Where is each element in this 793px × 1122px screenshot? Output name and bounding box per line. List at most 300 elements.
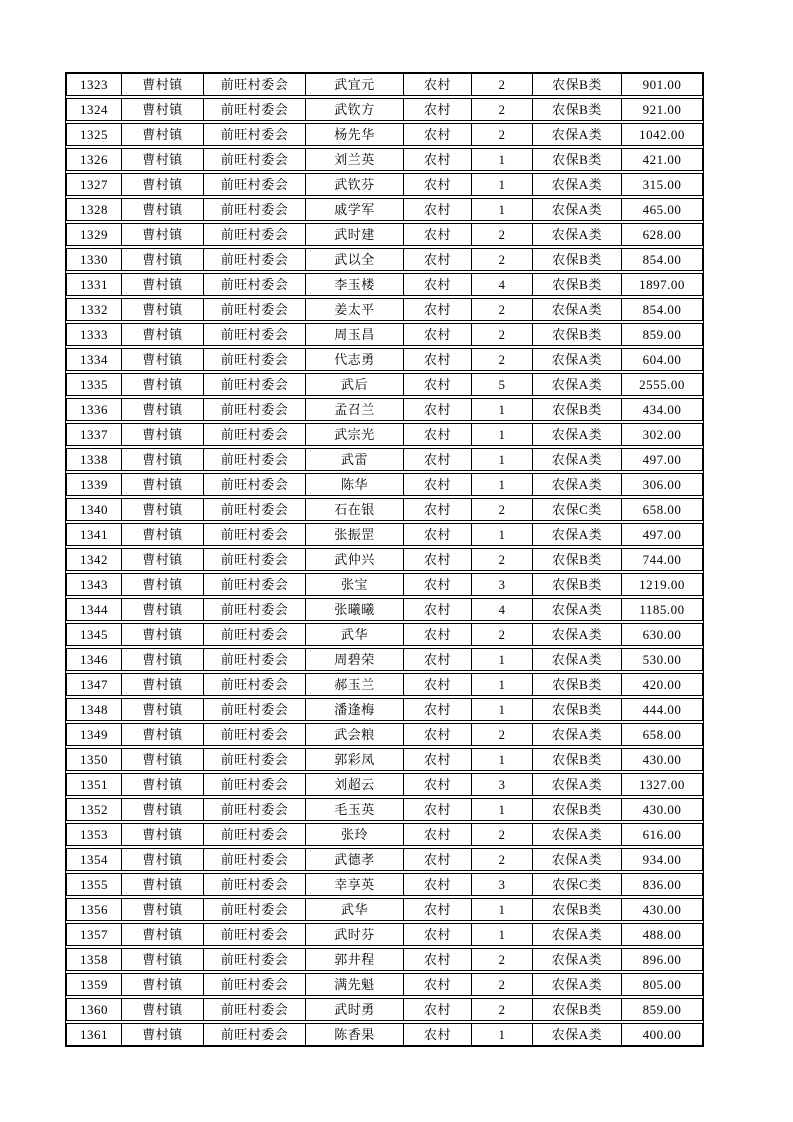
cell-amount: 430.00 <box>621 799 702 820</box>
table-row <box>66 573 703 596</box>
cell-amount: 530.00 <box>621 649 702 670</box>
cell-residence: 农村 <box>403 524 471 545</box>
cell-residence: 农村 <box>403 274 471 295</box>
cell-serial: 1347 <box>80 677 108 692</box>
cell-category: 农保B类 <box>532 274 621 295</box>
cell-name: 郝玉兰 <box>305 674 403 695</box>
cell-serial: 1358 <box>80 952 108 967</box>
cell-serial: 1353 <box>80 827 108 842</box>
cell-amount: 465.00 <box>621 199 702 220</box>
cell-residence: 农村 <box>403 674 471 695</box>
cell-category: 农保A类 <box>532 949 621 970</box>
cell-count: 1 <box>471 399 532 420</box>
cell-town: 曹村镇 <box>121 824 203 845</box>
cell-name: 郭井程 <box>305 949 403 970</box>
cell-town: 曹村镇 <box>121 274 203 295</box>
cell-count: 1 <box>471 524 532 545</box>
cell-residence: 农村 <box>403 474 471 495</box>
cell-residence: 农村 <box>403 624 471 645</box>
table-row <box>66 1023 703 1046</box>
cell-serial: 1333 <box>80 327 108 342</box>
table-row <box>66 173 703 196</box>
cell-serial: 1336 <box>80 402 108 417</box>
cell-committee: 前旺村委会 <box>203 174 305 195</box>
cell-category: 农保A类 <box>532 599 621 620</box>
cell-category: 农保A类 <box>532 624 621 645</box>
cell-committee: 前旺村委会 <box>203 124 305 145</box>
cell-serial: 1326 <box>80 152 108 167</box>
cell-residence: 农村 <box>403 499 471 520</box>
cell-committee: 前旺村委会 <box>203 699 305 720</box>
cell-amount: 1042.00 <box>621 124 702 145</box>
cell-amount: 1897.00 <box>621 274 702 295</box>
table-row <box>66 223 703 246</box>
cell-serial: 1349 <box>80 727 108 742</box>
cell-name: 刘超云 <box>305 774 403 795</box>
cell-amount: 497.00 <box>621 449 702 470</box>
table-row <box>66 748 703 771</box>
cell-town: 曹村镇 <box>121 374 203 395</box>
cell-amount: 434.00 <box>621 399 702 420</box>
cell-committee: 前旺村委会 <box>203 649 305 670</box>
cell-residence: 农村 <box>403 549 471 570</box>
cell-town: 曹村镇 <box>121 749 203 770</box>
cell-amount: 628.00 <box>621 224 702 245</box>
cell-town: 曹村镇 <box>121 549 203 570</box>
cell-name: 姜太平 <box>305 299 403 320</box>
cell-amount: 658.00 <box>621 499 702 520</box>
cell-amount: 604.00 <box>621 349 702 370</box>
cell-residence: 农村 <box>403 424 471 445</box>
cell-residence: 农村 <box>403 174 471 195</box>
cell-town: 曹村镇 <box>121 349 203 370</box>
cell-serial: 1340 <box>80 502 108 517</box>
table-row <box>66 423 703 446</box>
cell-count: 1 <box>471 899 532 920</box>
cell-committee: 前旺村委会 <box>203 949 305 970</box>
cell-town: 曹村镇 <box>121 849 203 870</box>
cell-town: 曹村镇 <box>121 699 203 720</box>
cell-committee: 前旺村委会 <box>203 749 305 770</box>
cell-residence: 农村 <box>403 874 471 895</box>
cell-amount: 497.00 <box>621 524 702 545</box>
cell-name: 满先魁 <box>305 974 403 995</box>
cell-residence: 农村 <box>403 1024 471 1045</box>
cell-serial: 1352 <box>80 802 108 817</box>
cell-town: 曹村镇 <box>121 874 203 895</box>
cell-committee: 前旺村委会 <box>203 399 305 420</box>
cell-amount: 306.00 <box>621 474 702 495</box>
cell-amount: 616.00 <box>621 824 702 845</box>
cell-committee: 前旺村委会 <box>203 624 305 645</box>
cell-name: 武以全 <box>305 249 403 270</box>
table-row <box>66 948 703 971</box>
cell-name: 武时芬 <box>305 924 403 945</box>
cell-category: 农保A类 <box>532 224 621 245</box>
cell-residence: 农村 <box>403 824 471 845</box>
cell-count: 1 <box>471 149 532 170</box>
cell-name: 武会粮 <box>305 724 403 745</box>
cell-residence: 农村 <box>403 399 471 420</box>
cell-committee: 前旺村委会 <box>203 274 305 295</box>
cell-amount: 400.00 <box>621 1024 702 1045</box>
cell-amount: 901.00 <box>621 74 702 95</box>
cell-committee: 前旺村委会 <box>203 599 305 620</box>
cell-committee: 前旺村委会 <box>203 449 305 470</box>
cell-count: 1 <box>471 449 532 470</box>
cell-town: 曹村镇 <box>121 999 203 1020</box>
cell-serial: 1332 <box>80 302 108 317</box>
table-row <box>66 848 703 871</box>
cell-category: 农保A类 <box>532 774 621 795</box>
table-row <box>66 298 703 321</box>
table-row <box>66 648 703 671</box>
cell-name: 周碧荣 <box>305 649 403 670</box>
cell-name: 刘兰英 <box>305 149 403 170</box>
cell-committee: 前旺村委会 <box>203 324 305 345</box>
cell-name: 杨先华 <box>305 124 403 145</box>
cell-amount: 859.00 <box>621 324 702 345</box>
cell-category: 农保B类 <box>532 324 621 345</box>
cell-amount: 836.00 <box>621 874 702 895</box>
cell-committee: 前旺村委会 <box>203 474 305 495</box>
cell-committee: 前旺村委会 <box>203 849 305 870</box>
cell-category: 农保A类 <box>532 724 621 745</box>
cell-name: 李玉楼 <box>305 274 403 295</box>
table-row <box>66 148 703 171</box>
cell-category: 农保A类 <box>532 449 621 470</box>
cell-residence: 农村 <box>403 99 471 120</box>
cell-category: 农保C类 <box>532 499 621 520</box>
cell-count: 1 <box>471 749 532 770</box>
table-row <box>66 873 703 896</box>
cell-serial: 1344 <box>80 602 108 617</box>
cell-serial: 1327 <box>80 177 108 192</box>
cell-town: 曹村镇 <box>121 774 203 795</box>
cell-serial: 1330 <box>80 252 108 267</box>
cell-category: 农保A类 <box>532 124 621 145</box>
cell-name: 武后 <box>305 374 403 395</box>
cell-category: 农保B类 <box>532 149 621 170</box>
cell-serial: 1361 <box>80 1027 108 1042</box>
cell-serial: 1346 <box>80 652 108 667</box>
cell-residence: 农村 <box>403 249 471 270</box>
cell-name: 张宝 <box>305 574 403 595</box>
cell-committee: 前旺村委会 <box>203 874 305 895</box>
cell-committee: 前旺村委会 <box>203 499 305 520</box>
cell-name: 武时勇 <box>305 999 403 1020</box>
cell-residence: 农村 <box>403 724 471 745</box>
table-row <box>66 323 703 346</box>
cell-amount: 421.00 <box>621 149 702 170</box>
table-row <box>66 73 703 96</box>
cell-amount: 430.00 <box>621 899 702 920</box>
table-row <box>66 348 703 371</box>
cell-residence: 农村 <box>403 374 471 395</box>
cell-count: 2 <box>471 299 532 320</box>
cell-committee: 前旺村委会 <box>203 574 305 595</box>
cell-category: 农保B类 <box>532 549 621 570</box>
cell-residence: 农村 <box>403 199 471 220</box>
table-row <box>66 248 703 271</box>
table-row <box>66 773 703 796</box>
cell-serial: 1337 <box>80 427 108 442</box>
cell-name: 陈香果 <box>305 1024 403 1045</box>
cell-committee: 前旺村委会 <box>203 349 305 370</box>
cell-committee: 前旺村委会 <box>203 424 305 445</box>
cell-name: 代志勇 <box>305 349 403 370</box>
cell-count: 2 <box>471 999 532 1020</box>
cell-town: 曹村镇 <box>121 199 203 220</box>
cell-residence: 农村 <box>403 899 471 920</box>
cell-name: 武钦方 <box>305 99 403 120</box>
cell-count: 5 <box>471 374 532 395</box>
cell-count: 2 <box>471 249 532 270</box>
cell-serial: 1351 <box>80 777 108 792</box>
cell-town: 曹村镇 <box>121 799 203 820</box>
cell-category: 农保B类 <box>532 799 621 820</box>
cell-town: 曹村镇 <box>121 174 203 195</box>
table-row <box>66 198 703 221</box>
cell-town: 曹村镇 <box>121 574 203 595</box>
cell-residence: 农村 <box>403 324 471 345</box>
cell-town: 曹村镇 <box>121 99 203 120</box>
cell-name: 陈华 <box>305 474 403 495</box>
cell-category: 农保A类 <box>532 424 621 445</box>
cell-count: 2 <box>471 349 532 370</box>
cell-category: 农保A类 <box>532 299 621 320</box>
cell-serial: 1356 <box>80 902 108 917</box>
table-row <box>66 923 703 946</box>
cell-serial: 1343 <box>80 577 108 592</box>
cell-name: 武时建 <box>305 224 403 245</box>
cell-serial: 1331 <box>80 277 108 292</box>
cell-committee: 前旺村委会 <box>203 824 305 845</box>
cell-category: 农保B类 <box>532 99 621 120</box>
cell-residence: 农村 <box>403 774 471 795</box>
cell-name: 武宗光 <box>305 424 403 445</box>
cell-category: 农保A类 <box>532 1024 621 1045</box>
cell-amount: 488.00 <box>621 924 702 945</box>
cell-town: 曹村镇 <box>121 524 203 545</box>
cell-committee: 前旺村委会 <box>203 899 305 920</box>
cell-name: 郭彩凤 <box>305 749 403 770</box>
cell-town: 曹村镇 <box>121 324 203 345</box>
cell-town: 曹村镇 <box>121 649 203 670</box>
cell-count: 4 <box>471 599 532 620</box>
cell-count: 2 <box>471 324 532 345</box>
cell-name: 武钦芬 <box>305 174 403 195</box>
cell-count: 3 <box>471 874 532 895</box>
cell-residence: 农村 <box>403 949 471 970</box>
cell-count: 2 <box>471 624 532 645</box>
cell-town: 曹村镇 <box>121 474 203 495</box>
cell-count: 1 <box>471 424 532 445</box>
cell-serial: 1329 <box>80 227 108 242</box>
cell-name: 武仲兴 <box>305 549 403 570</box>
table-row <box>66 998 703 1021</box>
cell-serial: 1355 <box>80 877 108 892</box>
cell-name: 武华 <box>305 624 403 645</box>
cell-amount: 630.00 <box>621 624 702 645</box>
cell-committee: 前旺村委会 <box>203 374 305 395</box>
cell-count: 2 <box>471 124 532 145</box>
cell-town: 曹村镇 <box>121 449 203 470</box>
cell-serial: 1339 <box>80 477 108 492</box>
cell-count: 2 <box>471 724 532 745</box>
cell-category: 农保B类 <box>532 699 621 720</box>
cell-town: 曹村镇 <box>121 74 203 95</box>
cell-count: 1 <box>471 699 532 720</box>
cell-committee: 前旺村委会 <box>203 799 305 820</box>
cell-committee: 前旺村委会 <box>203 774 305 795</box>
cell-count: 2 <box>471 974 532 995</box>
cell-committee: 前旺村委会 <box>203 999 305 1020</box>
cell-serial: 1348 <box>80 702 108 717</box>
cell-count: 2 <box>471 949 532 970</box>
cell-category: 农保A类 <box>532 924 621 945</box>
cell-name: 幸享英 <box>305 874 403 895</box>
table-row <box>66 548 703 571</box>
cell-town: 曹村镇 <box>121 924 203 945</box>
cell-residence: 农村 <box>403 924 471 945</box>
cell-count: 3 <box>471 774 532 795</box>
table-row <box>66 698 703 721</box>
cell-category: 农保B类 <box>532 74 621 95</box>
cell-town: 曹村镇 <box>121 224 203 245</box>
cell-category: 农保B类 <box>532 749 621 770</box>
cell-amount: 1219.00 <box>621 574 702 595</box>
table-row <box>66 898 703 921</box>
table-row <box>66 623 703 646</box>
cell-count: 1 <box>471 474 532 495</box>
cell-count: 4 <box>471 274 532 295</box>
cell-category: 农保A类 <box>532 374 621 395</box>
cell-name: 武雷 <box>305 449 403 470</box>
cell-committee: 前旺村委会 <box>203 74 305 95</box>
cell-residence: 农村 <box>403 799 471 820</box>
cell-serial: 1359 <box>80 977 108 992</box>
cell-name: 孟召兰 <box>305 399 403 420</box>
cell-name: 戚学军 <box>305 199 403 220</box>
cell-residence: 农村 <box>403 449 471 470</box>
cell-residence: 农村 <box>403 599 471 620</box>
cell-amount: 1327.00 <box>621 774 702 795</box>
cell-town: 曹村镇 <box>121 249 203 270</box>
cell-amount: 1185.00 <box>621 599 702 620</box>
cell-count: 2 <box>471 499 532 520</box>
cell-category: 农保B类 <box>532 899 621 920</box>
cell-serial: 1357 <box>80 927 108 942</box>
cell-count: 1 <box>471 199 532 220</box>
cell-category: 农保B类 <box>532 399 621 420</box>
cell-count: 1 <box>471 1024 532 1045</box>
cell-town: 曹村镇 <box>121 899 203 920</box>
cell-name: 潘逢梅 <box>305 699 403 720</box>
cell-committee: 前旺村委会 <box>203 924 305 945</box>
cell-amount: 896.00 <box>621 949 702 970</box>
cell-serial: 1325 <box>80 127 108 142</box>
cell-category: 农保A类 <box>532 649 621 670</box>
cell-town: 曹村镇 <box>121 399 203 420</box>
cell-serial: 1345 <box>80 627 108 642</box>
table-row <box>66 373 703 396</box>
table-row <box>66 398 703 421</box>
cell-category: 农保A类 <box>532 524 621 545</box>
table-row <box>66 498 703 521</box>
cell-committee: 前旺村委会 <box>203 724 305 745</box>
cell-name: 毛玉英 <box>305 799 403 820</box>
cell-category: 农保A类 <box>532 199 621 220</box>
cell-committee: 前旺村委会 <box>203 299 305 320</box>
cell-category: 农保A类 <box>532 349 621 370</box>
cell-committee: 前旺村委会 <box>203 249 305 270</box>
cell-name: 武宜元 <box>305 74 403 95</box>
cell-count: 3 <box>471 574 532 595</box>
cell-count: 1 <box>471 649 532 670</box>
cell-residence: 农村 <box>403 699 471 720</box>
table-row <box>66 723 703 746</box>
table-row <box>66 123 703 146</box>
cell-category: 农保B类 <box>532 574 621 595</box>
cell-serial: 1342 <box>80 552 108 567</box>
cell-amount: 658.00 <box>621 724 702 745</box>
cell-serial: 1335 <box>80 377 108 392</box>
cell-town: 曹村镇 <box>121 499 203 520</box>
table-row <box>66 673 703 696</box>
cell-amount: 444.00 <box>621 699 702 720</box>
cell-committee: 前旺村委会 <box>203 199 305 220</box>
cell-amount: 854.00 <box>621 299 702 320</box>
cell-name: 周玉昌 <box>305 324 403 345</box>
cell-serial: 1324 <box>80 102 108 117</box>
cell-count: 2 <box>471 74 532 95</box>
cell-category: 农保A类 <box>532 849 621 870</box>
cell-committee: 前旺村委会 <box>203 549 305 570</box>
cell-residence: 农村 <box>403 74 471 95</box>
cell-amount: 934.00 <box>621 849 702 870</box>
cell-residence: 农村 <box>403 999 471 1020</box>
cell-serial: 1328 <box>80 202 108 217</box>
table-row <box>66 273 703 296</box>
cell-category: 农保A类 <box>532 974 621 995</box>
cell-count: 2 <box>471 549 532 570</box>
cell-amount: 430.00 <box>621 749 702 770</box>
cell-amount: 921.00 <box>621 99 702 120</box>
cell-amount: 859.00 <box>621 999 702 1020</box>
cell-town: 曹村镇 <box>121 949 203 970</box>
cell-serial: 1354 <box>80 852 108 867</box>
cell-residence: 农村 <box>403 299 471 320</box>
table-row <box>66 523 703 546</box>
cell-residence: 农村 <box>403 574 471 595</box>
cell-serial: 1341 <box>80 527 108 542</box>
cell-town: 曹村镇 <box>121 724 203 745</box>
cell-residence: 农村 <box>403 749 471 770</box>
table-row <box>66 973 703 996</box>
cell-committee: 前旺村委会 <box>203 674 305 695</box>
cell-amount: 420.00 <box>621 674 702 695</box>
cell-category: 农保B类 <box>532 999 621 1020</box>
cell-amount: 805.00 <box>621 974 702 995</box>
cell-count: 1 <box>471 174 532 195</box>
cell-town: 曹村镇 <box>121 424 203 445</box>
cell-town: 曹村镇 <box>121 299 203 320</box>
cell-category: 农保C类 <box>532 874 621 895</box>
cell-count: 2 <box>471 99 532 120</box>
cell-town: 曹村镇 <box>121 674 203 695</box>
cell-name: 张振罡 <box>305 524 403 545</box>
